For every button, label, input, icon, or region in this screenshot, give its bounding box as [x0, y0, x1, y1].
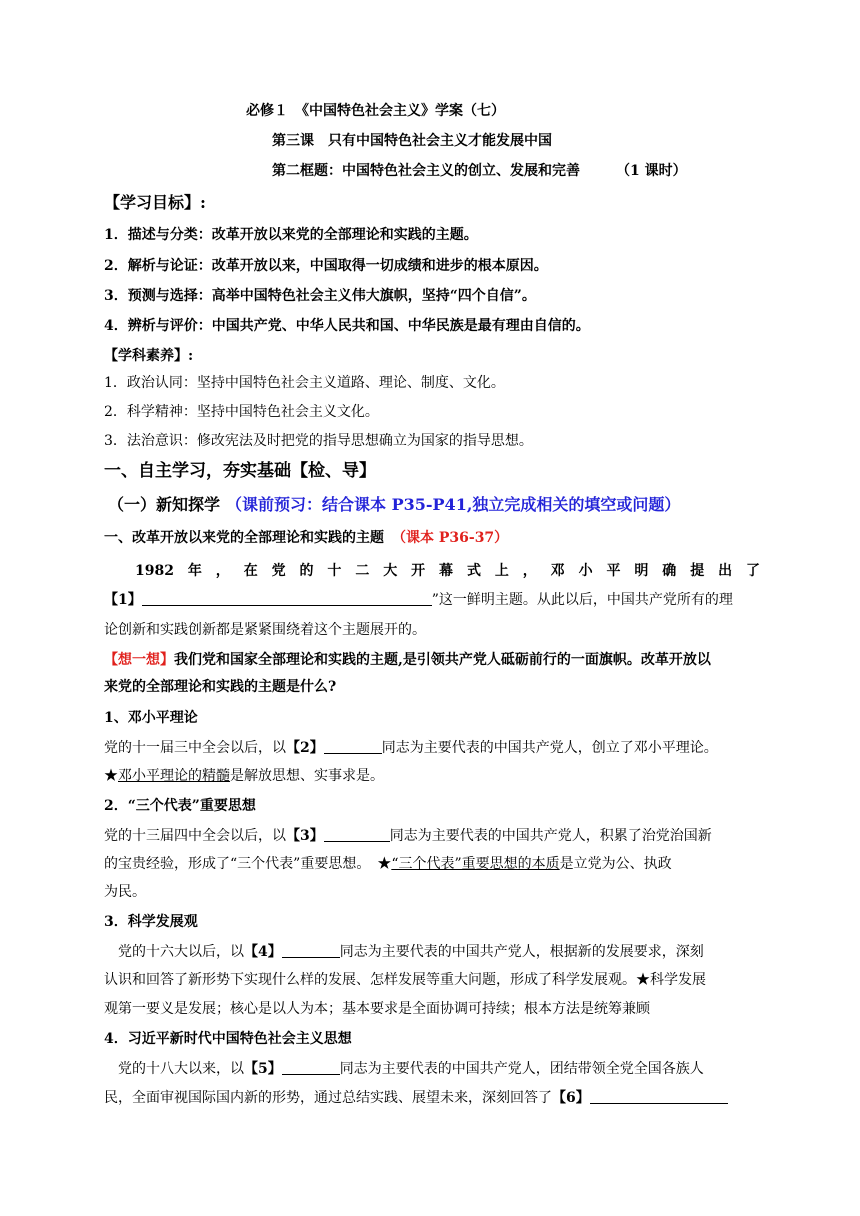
deng-heading: 1、邓小平理论 — [104, 710, 198, 726]
three-note-text: 是立党为公、执政 — [559, 856, 672, 872]
spaced-char: 提 — [690, 563, 705, 579]
blank-label-2: 【2】 — [286, 740, 324, 756]
blank-5[interactable] — [282, 1059, 340, 1075]
spaced-char: 小 — [578, 563, 593, 579]
literacy-item: 3．法治意识：修改宪法及时把党的指导思想确立为国家的指导思想。 — [104, 433, 533, 449]
blank-label-3: 【3】 — [286, 828, 324, 844]
objectives-heading: 【学习目标】: — [104, 193, 206, 212]
spaced-char: 年 — [187, 563, 202, 579]
sci-paragraph — [118, 942, 704, 962]
section-heading: 一、自主学习，夯实基础【检、导】 — [104, 461, 376, 481]
spaced-char: 大 — [383, 563, 398, 579]
blank-label-4: 【4】 — [244, 944, 282, 960]
blank-label-6: 【6】 — [552, 1090, 590, 1106]
xi-text: 民，全面审视国际国内新的形势，通过总结实践、展望未来，深刻回答了 — [104, 1090, 552, 1106]
xi-paragraph-line2 — [104, 1088, 728, 1108]
literacy-item: 2．科学精神：坚持中国特色社会主义文化。 — [104, 404, 379, 420]
three-text: 党的十三届四中全会以后，以 — [104, 828, 286, 844]
paragraph-text: ”这一鲜明主题。从此以后，中国共产党所有的理 — [431, 592, 733, 608]
sci-text: 同志为主要代表的中国共产党人，根据新的发展要求，深刻 — [339, 944, 704, 960]
objective-item: 1．描述与分类：改革开放以来党的全部理论和实践的主题。 — [104, 227, 478, 243]
blank-2[interactable] — [324, 738, 382, 754]
spaced-char: 式 — [466, 563, 481, 579]
document-title: 必修１ 《中国特色社会主义》学案（七） — [246, 103, 505, 119]
think-question-line2: 来党的全部理论和实践的主题是什么? — [104, 679, 337, 695]
xi-text: 党的十八大以来，以 — [118, 1061, 244, 1077]
fill-line-1 — [104, 590, 733, 610]
sub-heading-text: （一）新知探学 — [108, 495, 221, 514]
blank-label-5: 【5】 — [244, 1061, 282, 1077]
three-paragraph — [104, 826, 712, 846]
three-text: 的宝贵经验，形成了“三个代表”重要思想。 — [104, 856, 378, 872]
blank-6[interactable] — [590, 1088, 728, 1104]
textbook-reference: （课本 P36-37） — [392, 530, 509, 546]
deng-text: 党的十一届三中全会以后，以 — [104, 740, 286, 756]
spaced-char: 明 — [634, 563, 649, 579]
frame-title-text: 第二框题：中国特色社会主义的创立、发展和完善 — [272, 163, 580, 179]
deng-text: 同志为主要代表的中国共产党人，创立了邓小平理论。 — [381, 740, 718, 756]
sci-paragraph-line2: 认识和回答了新形势下实现什么样的发展、怎样发展等重大问题，形成了科学发展观。★科学发展 — [104, 972, 706, 988]
topic-title — [104, 528, 508, 548]
spaced-char: 确 — [662, 563, 677, 579]
spaced-char: ， — [215, 563, 230, 579]
think-label: 【想一想】 — [104, 652, 174, 668]
spaced-char: 1982 — [135, 563, 174, 579]
three-text: 同志为主要代表的中国共产党人，积累了治党治国新 — [389, 828, 712, 844]
think-text: 我们党和国家全部理论和实践的主题,是引领共产党人砥砺前行的一面旗帜。改革开放以 — [174, 652, 711, 668]
objective-item: 2．解析与论证：改革开放以来，中国取得一切成绩和进步的根本原因。 — [104, 258, 548, 274]
deng-note-text: 是解放思想、实事求是。 — [230, 768, 384, 784]
spaced-char: 十 — [327, 563, 342, 579]
blank-1[interactable] — [142, 590, 432, 606]
three-paragraph-line2 — [104, 854, 672, 874]
literacy-item: 1．政治认同：坚持中国特色社会主义道路、理论、制度、文化。 — [104, 375, 505, 391]
spaced-char: 开 — [411, 563, 426, 579]
spaced-char: 邓 — [550, 563, 565, 579]
preview-note: （课前预习：结合课本 P35-P41,独立完成相关的填空或问题） — [226, 495, 681, 514]
sci-paragraph-line3: 观第一要义是发展；核心是以人为本；基本要求是全面协调可持续；根本方法是统筹兼顾 — [104, 1001, 650, 1017]
three-note-underlined: “三个代表”重要思想的本质 — [391, 856, 560, 872]
spaced-line — [135, 561, 760, 581]
xi-text: 同志为主要代表的中国共产党人，团结带领全党全国各族人 — [339, 1061, 704, 1077]
blank-4[interactable] — [282, 942, 340, 958]
deng-paragraph — [104, 738, 718, 758]
spaced-char: 在 — [243, 563, 258, 579]
think-question — [104, 650, 711, 670]
blank-3[interactable] — [324, 826, 390, 842]
star-icon: ★ — [377, 856, 392, 872]
literacy-heading: 【学科素养】: — [104, 348, 194, 364]
lesson-title: 第三课 只有中国特色社会主义才能发展中国 — [272, 133, 552, 149]
spaced-char: 的 — [299, 563, 314, 579]
sub-heading — [108, 495, 680, 515]
sci-text: 党的十六大以后，以 — [118, 944, 244, 960]
frame-title — [272, 161, 687, 181]
spaced-char: 了 — [746, 563, 760, 579]
star-icon: ★ — [104, 768, 118, 784]
objective-item: 3．预测与选择：高举中国特色社会主义伟大旗帜，坚持“四个自信”。 — [104, 288, 536, 304]
spaced-char: 幕 — [439, 563, 454, 579]
topic-title-text: 一、改革开放以来党的全部理论和实践的主题 — [104, 530, 384, 546]
spaced-char: 上 — [494, 563, 509, 579]
spaced-char: 平 — [606, 563, 621, 579]
deng-note — [104, 766, 384, 786]
spaced-char: 党 — [271, 563, 286, 579]
sci-heading: 3．科学发展观 — [104, 914, 198, 930]
paragraph-text: 论创新和实践创新都是紧紧围绕着这个主题展开的。 — [104, 622, 426, 638]
deng-note-underlined: 邓小平理论的精髓 — [118, 768, 230, 784]
spaced-char: ， — [522, 563, 537, 579]
spaced-char: 二 — [355, 563, 370, 579]
three-heading: 2．“三个代表”重要思想 — [104, 798, 256, 814]
spaced-char: 出 — [718, 563, 733, 579]
class-hours: （1 课时） — [616, 163, 687, 179]
xi-paragraph — [118, 1059, 704, 1079]
three-paragraph-line3: 为民。 — [104, 884, 146, 900]
paragraph-1982 — [135, 561, 760, 581]
objective-item: 4．辨析与评价：中国共产党、中华人民共和国、中华民族是最有理由自信的。 — [104, 318, 590, 334]
blank-label-1: 【1】 — [104, 592, 142, 608]
xi-heading: 4．习近平新时代中国特色社会主义思想 — [104, 1031, 352, 1047]
